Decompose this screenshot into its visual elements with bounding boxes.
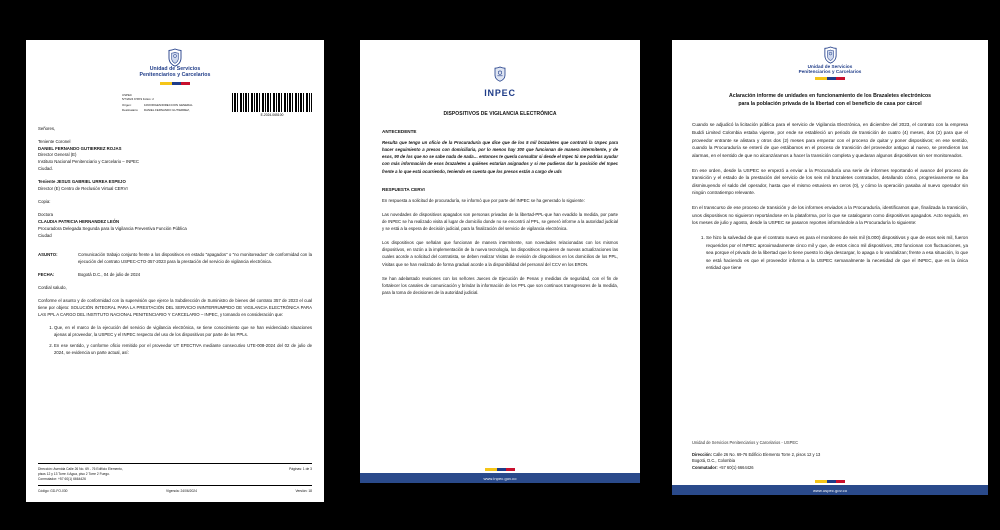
footer-city: Bogotá, D.C., Colombia	[692, 458, 736, 464]
document-page-1	[26, 40, 324, 502]
doc2-paragraph: En respuesta a solicitud de procuraduría, se informó que por parte del INPEC se ha generado lo siguiente:	[382, 197, 585, 203]
barcode-block	[232, 93, 312, 117]
stamp-origen-value: 106/ORIGEN/DIRECCION GENERAL	[144, 103, 193, 108]
footer-divider	[38, 463, 312, 464]
antecedente-heading: ANTECEDENTE	[382, 129, 417, 134]
uspec-letterhead-3	[692, 46, 968, 80]
doc3-paragraph: En el transcurso de ese proceso de transición y de los informes enviados a la Procuraduría, identificamos que, finalizada la transición, unos dispositivos no siguieron reportándose en la plataforma, por lo que se catalogaron como dispositivos apagados. Acto seguido, en los meses de julio y agosto, desde la USPEC se pasaron reportes informándole a la Procuraduría lo siguiente:	[692, 205, 968, 226]
asunto-row	[38, 252, 312, 266]
antecedente-paragraph: Resulta que tengo un oficio de la Procuraduría que dice que de los 5 mil brazaletes que contrató la Uspec para hacer seguimiento a presos con domiciliaria, por lo menos hay 300 que funcionan de manera intermitente, y de esos, 90 de los que no se sabe nada de nada… entonces te quería consultar si desde el Inpec tú me podrías ayudar con más información de esos brazaletes a quiénes estarían asignados y si me pudieras dar la posición del Inpec frente a lo que está ocurriendo, teniendo en cuenta que los presos están a cargo de uds	[382, 140, 618, 174]
recipient-block-1	[38, 139, 312, 174]
inpec-website-url[interactable]: www.inpec.gov.co	[360, 473, 640, 483]
recipient3-name: CLAUDIA PATRICIA HERNANDEZ LEÓN	[38, 219, 120, 225]
recipient2-role: Director (E) Centro de Reclusión Virtual CERVI	[38, 186, 128, 192]
doc2-paragraph: Se han adelantado reuniones con los señores Jueces de Ejecución de Penas y medidas de seguridad, con el fin de fortalecer los canales de comunicación y brindar la información de los PPL que son continuos transgresores de la medida, para la toma de decisiones de la autoridad judicial.	[382, 275, 618, 295]
doc3-body	[692, 121, 968, 272]
footer-org-name: Unidad de Servicios Penitenciarios y Carcelarios - USPEC	[692, 439, 799, 445]
doc3-content	[672, 40, 988, 272]
inpec-shield-icon	[493, 66, 507, 82]
doc1-body	[38, 126, 312, 357]
footer-page-number: Páginas: 1 de 3	[289, 467, 312, 472]
footer-address-value: Calle 26 No. 69-76 Edificio Elemento Torre 2, pisos 12 y 13	[713, 451, 821, 457]
doc2-body	[382, 139, 618, 175]
stamp-datetime: 5/7/2024 9:58:9 Folios: 2	[122, 96, 154, 101]
doc2-response-body	[382, 197, 618, 296]
doc2-paragraph: Los dispositivos que señalan que funcionan de manera intermitente, son novedades relacionadas con los mismos dispositivos, en razón a la implementación de la nueva tecnología, los dispositivos requieren de nuevas actualizaciones las cuales acorde a solicitud del contratista, se deben realizar Visitas de revisión de dispositivos en los domicilios de los PPL, Visitas que se han realizado de forma gradual acorde a la disponibilidad del personal del CCV en los ERON.	[382, 240, 618, 267]
recipient1-name: DANIEL FERNANDO GUTIERREZ ROJAS	[38, 145, 122, 151]
footer-vigencia: Vigencia: 24/06/2024	[166, 489, 197, 494]
colombia-flag-bar-4	[815, 480, 845, 483]
respuesta-cervi-heading: RESPUESTA CERVI	[382, 186, 425, 192]
uspec-org-name-1	[38, 67, 312, 79]
footer-phone-label: Conmutador:	[692, 464, 718, 470]
uspec-org-line1: Unidad de Servicios	[149, 66, 201, 72]
footer-address	[38, 467, 123, 482]
fecha-value: Bogotá D.C., 04 de julio de 2024	[78, 271, 141, 277]
doc3-list	[692, 234, 968, 272]
footer-version: Versión: 18	[295, 489, 312, 494]
greeting: Cordial saludo,	[38, 284, 67, 290]
colombia-flag-bar-3	[815, 77, 845, 80]
document-page-2	[360, 40, 640, 483]
footer-codigo: Código: GD-FO-030	[38, 489, 68, 494]
list-item: 2. En ese sentido, y conforme oficio remitido por el proveedor UT EFECTIVA mediante consecutivo UTE-008-2024 del 02 de julio de 2024, se evidencia un parte actual, así:	[54, 343, 312, 357]
recipient3-city: Ciudad	[38, 233, 52, 239]
copy-label: Copia:	[38, 199, 51, 205]
barcode-number: E-2024-065100	[260, 112, 284, 117]
list-item: 1. Que, en el marco de la ejecución del servicio de vigilancia electrónica, se tiene conocimiento que se han evidenciado situaciones ajenas al proveedor, la USPEC y el INPEC respecto del uso de los dispositivos por parte de los PPLs.	[54, 325, 312, 339]
uspec-org-name-3	[692, 64, 968, 74]
recipient1-rank: Teniente Coronel	[38, 138, 71, 144]
footer-address-line2: pisos 12 y 13 Torre 4 Agua, piso 2 Torre 2 Fuego.	[38, 472, 110, 477]
recipient1-city: Ciudad.	[38, 166, 53, 172]
footer-phone: Conmutador: +57 60(1) 6664426	[38, 477, 86, 482]
salutation: Señores,	[38, 125, 56, 131]
uspec-org-line1: Unidad de Servicios	[807, 64, 853, 69]
recipient3-role: Procuradora Delegada Segunda para la Vigilancia Preventiva Función Pública	[38, 226, 187, 232]
stamp-origen-label: Origen:	[122, 103, 132, 108]
stamp-entity: USPEC	[122, 92, 132, 97]
doc3-title-line2: para la población privada de la libertad con el beneficio de casa por cárcel	[738, 101, 922, 108]
footer-address-line1: Dirección: Avenida Calle 26 No. 69 - 76 Edificio Elemento,	[38, 467, 123, 472]
uspec-shield-icon	[167, 48, 183, 67]
colombia-flag-bar-1	[160, 82, 190, 85]
reception-stamp	[38, 93, 312, 117]
list-item: 1. Se hizo la salvedad de que el contrato nuevo es para el monitoreo de seis mil (6.000) dispositivos y que de esos seis mil, fueron requeridos por el INPEC aproximadamente cinco mil y que, de estos cinco mil dispositivos, 292 funcionan con fluctuaciones, ya sea porque el privado de la libertad que lo tiene puesto lo deja descargar, lo apaga o lo vandalizan; frente a esa situación, lo que se está haciendo es que el proveedor informa a la USPEC semanalmente la necesidad de que el INPEC, que es la única entidad que tiene	[706, 234, 968, 272]
uspec-shield-icon	[823, 46, 838, 64]
recipient-block-3	[38, 212, 312, 240]
fecha-row	[38, 272, 312, 279]
stamp-details	[122, 93, 226, 112]
doc3-title	[692, 92, 968, 108]
stamp-destinatario-label: Destinatario:	[122, 107, 139, 112]
doc1-paragraph-1: Conforme el asunto y de conformidad con la supervisión que ejerce la Subdirección de Suministro de bienes del contrato 357 de 2023 el cual tiene por objeto: SOLUCIÓN INTEGRAL PARA LA PRESTACIÓN DEL SERVICIO ININTERRUMPIDO DE VIGILANCIA ELECTRÓNICA PARA LAS PPL A CARGO DEL INSTITUTO NACIONAL PENITENCIARIO Y CARCELARIO – INPEC, y tomando en consideración que:	[38, 297, 312, 317]
doc1-list	[38, 325, 312, 357]
doc3-paragraph: En ese orden, desde la USPEC se empezó a enviar a la Procuraduría una serie de informes reportando el avance del proceso de transición y el estado de la prestación del servicio de los seis mil brazaletes contratados, detallando cómo, progresivamente se iba disminuyendo el saldo del operador, hasta que el mismo estuviera en ceros (0), y cómo la operación pasaba al nuevo operador sin ningún contratiempo relevante.	[692, 167, 968, 196]
stamp-destinatario-value: DANIEL FERNANDO GUTIERREZ,	[144, 107, 190, 112]
recipient1-role: Director General (E)	[38, 152, 77, 158]
doc2-paragraph: Las novedades de dispositivos apagados son personas privadas de la libertad-PPL-que han evadido la medida, por parte de INPEC se ha realizado visita al lugar de domicilio donde no se encontró al PPL, se generó informe a la autoridad judicial y se está a la espera de decisión judicial, para la finalización del servicio de vigilancia electrónica.	[382, 211, 618, 231]
asunto-value: Comunicación trabajo conjunto frente a los dispositivos en estado "apagados" o "no monitoreados" de conformidad con la ejecución del contrato USPEC-CTO-357-2023 para la prestación del servicio de vigilancia electrónica.	[78, 252, 312, 264]
asunto-label: ASUNTO:	[38, 252, 58, 258]
recipient-block-2	[38, 179, 312, 193]
inpec-letterhead	[382, 66, 618, 98]
document-page-3	[672, 40, 988, 495]
uspec-letterhead-1	[38, 48, 312, 85]
recipient3-title: Doctora	[38, 212, 54, 218]
uspec-org-line2: Penitenciarios y Carcelarios	[798, 69, 862, 75]
doc3-footer	[672, 440, 988, 495]
doc2-content	[360, 40, 640, 296]
colombia-flag-bar-2	[485, 468, 515, 471]
uspec-org-line2: Penitenciarios y Carcelarios	[139, 71, 211, 78]
footer-contact	[692, 452, 968, 471]
barcode-icon	[232, 93, 312, 112]
doc3-paragraph: Cuando se adjudicó la licitación pública para el servicio de Vigilancia Electrónica, en diciembre del 2023, el contrato con la empresa Buddi Limited Colombia estaba vigente, por ende se estableció un periodo de transición de cuatro (4) meses, dos (2) para que el proveedor entrante se alistara y otros dos (2) meses para empezar con el proceso de quitar y poner dispositivos; en ese sentido, cuando la Procuraduría se enteró de que estábamos en el proceso de transición del proveedor antiguo al nuevo, se prendieron las alarmas, en el sentido de que no alcanzáramos a hacer la transición completa y quedaran algunos dispositivos sin ser monitoreados.	[692, 122, 968, 158]
doc2-footer	[360, 465, 640, 483]
footer-address-label: Dirección:	[692, 451, 713, 457]
fecha-label: FECHA:	[38, 271, 55, 277]
doc3-title-line1: Aclaración informe de unidades en funcionamiento de los Brazaletes electrónicos	[728, 93, 932, 100]
uspec-website-url[interactable]: www.uspec.gov.co	[672, 485, 988, 495]
recipient1-entity: Instituto Nacional Penitenciario y Carcelario – INPEC	[38, 159, 140, 165]
recipient2-name: Teniente JESUS GABRIEL URREA ESPEJO	[38, 179, 126, 185]
doc2-title: DISPOSITIVOS DE VIGILANCIA ELECTRÓNICA	[443, 111, 557, 117]
footer-phone-value: +57 60(1) 6664426	[718, 464, 754, 470]
doc1-footer	[38, 463, 312, 494]
inpec-wordmark: INPEC	[484, 88, 516, 98]
doc1-content	[26, 40, 324, 357]
